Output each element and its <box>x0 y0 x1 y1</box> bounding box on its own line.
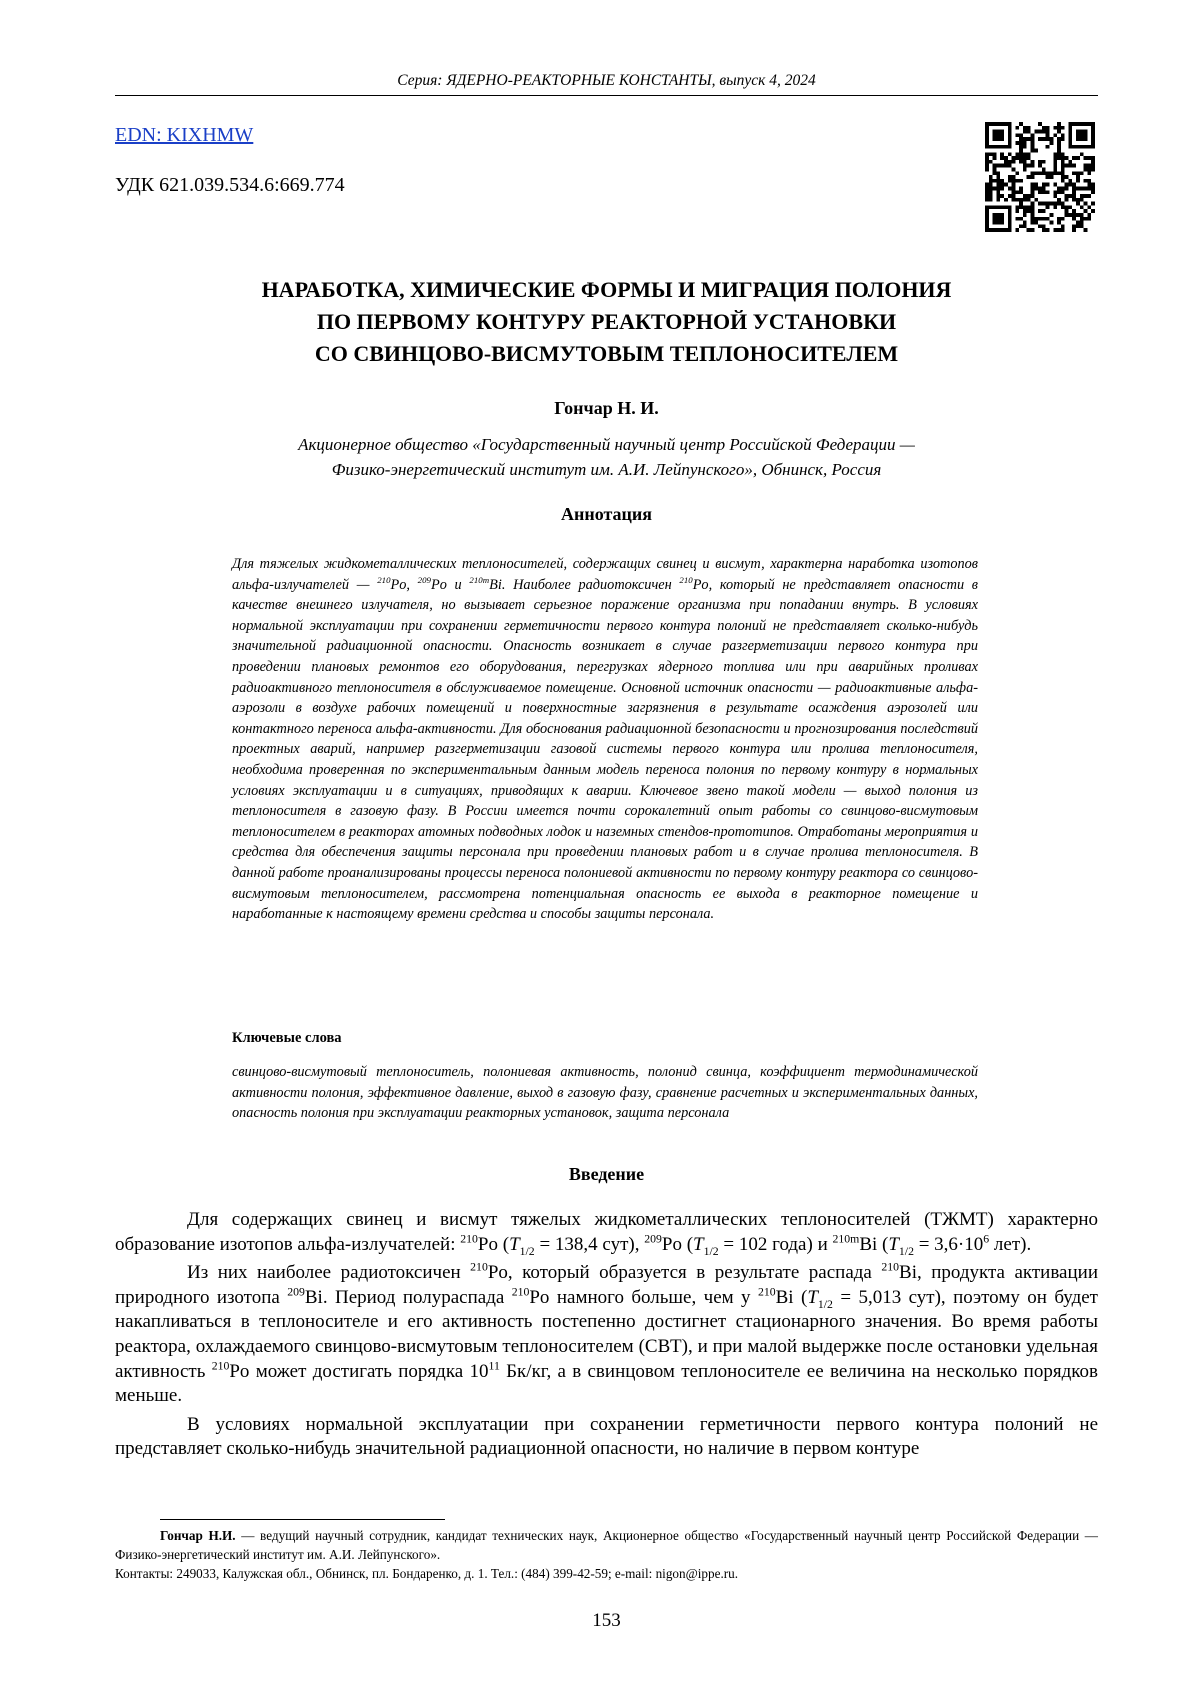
edn-link[interactable]: EDN: KIXHMW <box>115 124 254 146</box>
title-line: НАРАБОТКА, ХИМИЧЕСКИЕ ФОРМЫ И МИГРАЦИЯ ПОЛОНИЯ <box>261 277 952 302</box>
affiliation-line: Физико-энергетический институт им. А.И. Лейпунского», Обнинск, Россия <box>331 460 882 479</box>
intro-paragraph: Из них наиболее радиотоксичен $^{210}$Po, который образуется в результате распада $^{210}$Bi, продукта активации природного изотопа $^{209}$Bi. Период полураспада $^{210}$Po намного больше, чем у $^{210}$Bi ($T_{1/2} = 5,013$ сут), поэтому он будет накапливаться в теплоносителе и его активность постепенно достигнет стационарного значения. Во время работы реактора, охлаждаемого свинцово-висмутовым теплоносителем (СВТ), и при малой выдержке после остановки удельная активность $^{210}$Po может достигать порядка $10^{11}$ Бк/кг, а в свинцовом теплоносителе ее величина на несколько порядков меньше. <box>115 1260 1098 1407</box>
author-name: Гончар Н. И. <box>554 398 659 418</box>
paper-title <box>115 274 1098 370</box>
footnote-rule <box>160 1519 445 1520</box>
udk-code: УДК 621.039.534.6:669.774 <box>115 174 345 196</box>
footnote-line: Гончар Н.И. — ведущий научный сотрудник, кандидат технических наук, Акционерное общество «Государственный научный центр Российской Федерации — Физико-энергетический институт им. А.И. Лейпунского». <box>115 1528 1098 1562</box>
affiliation-line: Акционерное общество «Государственный научный центр Российской Федерации — <box>298 435 915 454</box>
abstract-paragraph: Для тяжелых жидкометаллических теплоносителей, содержащих свинец и висмут, характерна наработка изотопов альфа-излучателей — $^{210}$Po, $^{209}$Po и $^{210m}$Bi. Наиболее радиотоксичен $^{210}$Po, который не представляет опасности в качестве внешнего излучателя, но вызывает серьезное поражение организма при попадании внутрь. В условиях нормальной эксплуатации при сохранении герметичности первого контура полоний не представляет сколько-нибудь значительной радиационной опасности. Опасность возникает в случае разгерметизации первого контура при проведении плановых ремонтов его оборудования, перегрузках ядерного топлива или при аварийных проливах радиоактивного теплоносителя в обслуживаемое помещение. Основной источник опасности — радиоактивные альфа-аэрозоли в воздухе рабочих помещений и поверхностные загрязнения в результате осаждения аэрозолей или контактного переноса альфа-активности. Для обоснования радиационной безопасности и прогнозирования последствий проектных аварий, например разгерметизации газовой системы первого контура или пролива теплоносителя, необходима проверенная по экспериментальным данным модель переноса полония по первому контуру в нормальных условиях эксплуатации и в ситуациях, приводящих к аварии. Ключевое звено такой модели — выход полония из теплоносителя в газовую фазу. В России имеется почти сорокалетний опыт работы со свинцово-висмутовым теплоносителем в реакторах атомных подводных лодок и наземных стендов-прототипов. Отработаны мероприятия и средства для обеспечения защиты персонала при проведении плановых работ и в случае пролива теплоносителя. В данной работе проанализированы процессы переноса полониевой активности по первому контуру реактора со свинцово-висмутовым теплоносителем, рассмотрена потенциальная опасность ее выхода в реакторное помещение и наработанные к настоящему времени средства и способы защиты персонала. <box>232 556 979 923</box>
series-header: Серия: ЯДЕРНО-РЕАКТОРНЫЕ КОНСТАНТЫ, выпуск 4, 2024 <box>397 72 816 89</box>
intro-heading: Введение <box>568 1164 645 1184</box>
abstract-text <box>232 554 978 925</box>
header-rule <box>115 95 1098 96</box>
keywords-text: свинцово-висмутовый теплоноситель, полониевая активность, полонид свинца, коэффициент термодинамической активности полония, эффективное давление, выход в газовую фазу, сравнение расчетных и экспериментальных данных, опасность полония при эксплуатации реакторных установок, защита персонала <box>232 1064 978 1122</box>
affiliation <box>115 432 1098 482</box>
title-line: СО СВИНЦОВО-ВИСМУТОВЫМ ТЕПЛОНОСИТЕЛЕМ <box>314 341 899 366</box>
qr-code-icon <box>985 122 1095 232</box>
keywords-heading: Ключевые слова <box>232 1030 342 1046</box>
intro-body <box>115 1208 1098 1466</box>
footnote-contacts: Контакты: 249033, Калужская обл., Обнинск, пл. Бондаренко, д. 1. Тел.: (484) 399-42-59; e-mail: nigon@ippe.ru. <box>115 1566 739 1581</box>
abstract-heading: Аннотация <box>560 504 653 524</box>
author-footnote <box>115 1526 1098 1583</box>
intro-paragraph: Для содержащих свинец и висмут тяжелых жидкометаллических теплоносителей (ТЖМТ) характерно образование изотопов альфа-излучателей: $^{210}$Po ($T_{1/2} = 138,4$ сут), $^{209}$Po ($T_{1/2} = 102$ года) и $^{210m}$Bi ($T_{1/2} = 3,6\cdot 10^6$ лет). <box>115 1209 1098 1258</box>
title-line: ПО ПЕРВОМУ КОНТУРУ РЕАКТОРНОЙ УСТАНОВКИ <box>316 309 897 334</box>
page-number: 153 <box>592 1610 621 1631</box>
intro-paragraph: В условиях нормальной эксплуатации при сохранении герметичности первого контура полоний не представляет сколько-нибудь значительной радиационной опасности, но наличие в первом контуре <box>115 1413 1098 1460</box>
